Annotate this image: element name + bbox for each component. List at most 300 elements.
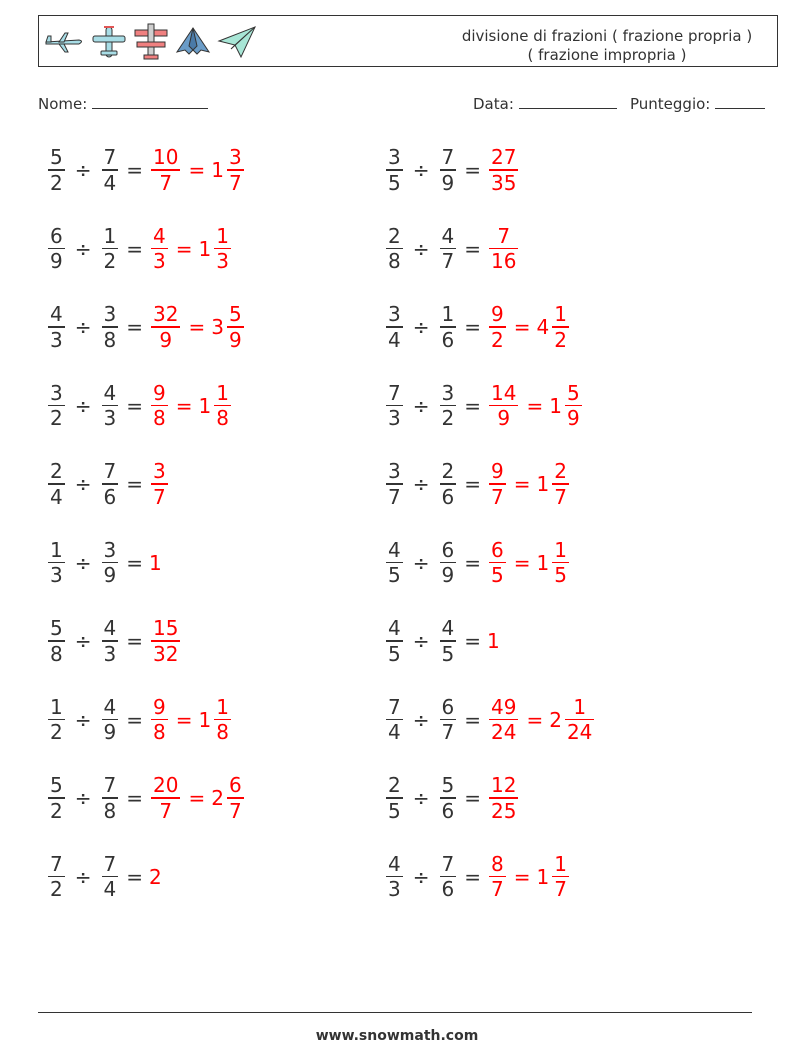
- mixed-fraction: [214, 695, 231, 745]
- answer: [149, 459, 170, 509]
- dividend-fraction-denominator: 9: [50, 249, 63, 274]
- divisor-fraction-denominator: 3: [103, 641, 117, 666]
- dividend-fraction-numerator: 7: [388, 380, 401, 405]
- divide-sign: ÷: [74, 786, 92, 810]
- divide-sign: ÷: [412, 472, 430, 496]
- problem-item: [46, 690, 233, 750]
- answer-fraction-denominator: 8: [153, 406, 166, 431]
- divisor-fraction-numerator: 4: [103, 616, 117, 641]
- mixed-fraction-numerator: 1: [554, 302, 567, 327]
- problem-item: [384, 140, 520, 200]
- divisor-fraction-denominator: 9: [103, 720, 117, 745]
- answer: [149, 381, 233, 431]
- answer-equals-sign: =: [513, 315, 531, 339]
- mixed-fraction-denominator: 5: [554, 563, 567, 588]
- divisor-fraction-numerator: 1: [103, 223, 117, 248]
- answer: [149, 865, 163, 889]
- dividend-fraction-denominator: 3: [388, 877, 401, 902]
- mixed-fraction-denominator: 2: [554, 327, 567, 352]
- problem-item: [384, 533, 571, 593]
- answer: [487, 629, 501, 653]
- answer-fraction-denominator: 9: [497, 406, 511, 431]
- dividend-fraction-denominator: 5: [388, 563, 401, 588]
- answer-fraction-numerator: 9: [491, 459, 504, 484]
- equals-sign: =: [126, 236, 143, 261]
- divisor-fraction: [102, 538, 119, 588]
- answer-fraction-numerator: 8: [491, 851, 504, 876]
- equals-sign: =: [464, 786, 481, 810]
- dividend-fraction: [48, 538, 65, 588]
- answer-fraction-denominator: 3: [153, 249, 166, 274]
- divisor-fraction-numerator: 4: [103, 380, 117, 405]
- answer-fraction-numerator: 10: [153, 145, 179, 170]
- mixed-whole: 3: [211, 315, 224, 339]
- stealth-jet-icon: [175, 26, 211, 58]
- mixed-fraction: [552, 538, 569, 588]
- divisor-fraction-denominator: 9: [103, 563, 117, 588]
- problem-item: [46, 611, 182, 671]
- divisor-fraction-denominator: 6: [441, 327, 455, 352]
- score-field: [630, 94, 765, 113]
- mixed-whole: 2: [211, 786, 224, 810]
- mixed-whole: 1: [549, 393, 562, 418]
- answer-fraction: [489, 381, 518, 431]
- dividend-fraction-denominator: 5: [388, 170, 401, 195]
- answer: [149, 773, 246, 823]
- answer-fraction-numerator: 4: [153, 223, 166, 248]
- divisor-fraction: [440, 616, 457, 666]
- mixed-fraction-denominator: 24: [566, 720, 593, 745]
- dividend-fraction-denominator: 8: [50, 641, 63, 666]
- answer-fraction-denominator: 8: [153, 720, 166, 745]
- score-line: [715, 94, 765, 109]
- problem-item: [384, 376, 584, 436]
- dividend-fraction: [386, 302, 403, 352]
- mixed-fraction-numerator: 1: [216, 223, 229, 248]
- score-label: Punteggio:: [630, 95, 711, 113]
- answer-fraction: [489, 224, 518, 274]
- answer-equals-sign: =: [188, 315, 206, 339]
- divisor-fraction-numerator: 4: [441, 616, 455, 641]
- dividend-fraction-denominator: 3: [50, 563, 63, 588]
- mixed-fraction-denominator: 7: [554, 877, 567, 902]
- date-label: Data:: [473, 95, 514, 113]
- equals-sign: =: [464, 707, 481, 732]
- equals-sign: =: [464, 158, 481, 182]
- answer: [149, 302, 246, 352]
- divide-sign: ÷: [74, 707, 92, 732]
- mixed-fraction-numerator: 1: [216, 380, 229, 405]
- name-line: [92, 94, 208, 109]
- answer-fraction: [151, 224, 168, 274]
- answer-fraction: [151, 773, 180, 823]
- divisor-fraction-numerator: 1: [441, 302, 455, 327]
- answer-fraction-denominator: 35: [491, 170, 517, 195]
- divide-sign: ÷: [74, 472, 92, 496]
- problem-item: [384, 297, 571, 357]
- dividend-fraction-denominator: 4: [50, 484, 63, 509]
- answer: [487, 224, 520, 274]
- problem-item: [46, 454, 170, 514]
- divide-sign: ÷: [74, 629, 92, 653]
- problem-item: [384, 847, 571, 907]
- equals-sign: =: [126, 315, 143, 339]
- answer-equals-sign: =: [513, 472, 531, 496]
- dividend-fraction: [48, 852, 65, 902]
- problem-item: [46, 376, 233, 436]
- dividend-fraction-denominator: 2: [50, 406, 63, 431]
- dividend-fraction-numerator: 2: [50, 459, 63, 484]
- equals-sign: =: [464, 236, 481, 261]
- problem-item: [46, 768, 246, 828]
- dividend-fraction-numerator: 3: [388, 145, 401, 170]
- divide-sign: ÷: [74, 864, 92, 889]
- dividend-fraction-numerator: 5: [50, 145, 63, 170]
- dividend-fraction: [48, 145, 65, 195]
- mixed-whole: 1: [198, 236, 212, 261]
- dividend-fraction-numerator: 1: [50, 537, 63, 562]
- name-field: [38, 94, 208, 113]
- mixed-whole: 2: [549, 707, 562, 732]
- dividend-fraction-numerator: 5: [50, 773, 63, 798]
- divisor-fraction-denominator: 6: [441, 484, 455, 509]
- equals-sign: =: [126, 472, 143, 496]
- divisor-fraction-denominator: 3: [103, 406, 117, 431]
- mixed-fraction: [214, 381, 231, 431]
- mixed-fraction-numerator: 1: [554, 851, 567, 876]
- divisor-fraction-denominator: 9: [441, 563, 455, 588]
- problem-item: [46, 219, 233, 279]
- divisor-fraction: [440, 381, 457, 431]
- dividend-fraction-denominator: 8: [388, 249, 401, 274]
- problem-item: [46, 847, 163, 907]
- divisor-fraction-denominator: 6: [441, 798, 455, 823]
- dividend-fraction-numerator: 3: [388, 302, 401, 327]
- mixed-fraction: [565, 381, 582, 431]
- answer: [487, 145, 520, 195]
- divisor-fraction: [440, 302, 457, 352]
- divisor-fraction: [440, 852, 457, 902]
- answer-fraction-numerator: 12: [491, 773, 517, 798]
- divide-sign: ÷: [74, 393, 92, 418]
- divisor-fraction: [440, 459, 457, 509]
- divisor-fraction: [440, 145, 457, 195]
- mixed-fraction: [227, 145, 244, 195]
- divide-sign: ÷: [412, 315, 430, 339]
- answer-fraction-denominator: 7: [153, 484, 166, 509]
- mixed-fraction-denominator: 8: [216, 720, 229, 745]
- dividend-fraction-numerator: 1: [50, 694, 63, 719]
- answer-fraction: [489, 852, 506, 902]
- divisor-fraction-denominator: 8: [103, 798, 117, 823]
- dividend-fraction-numerator: 4: [388, 851, 401, 876]
- mixed-whole: 1: [536, 472, 550, 496]
- divisor-fraction: [102, 381, 119, 431]
- answer-fraction-numerator: 15: [153, 616, 179, 641]
- divisor-fraction-denominator: 7: [441, 720, 455, 745]
- answer-fraction: [489, 538, 506, 588]
- divide-sign: ÷: [412, 393, 430, 418]
- equals-sign: =: [464, 472, 481, 496]
- mixed-fraction-numerator: 2: [554, 459, 567, 484]
- answer-fraction-denominator: 24: [491, 720, 517, 745]
- dividend-fraction-numerator: 4: [50, 302, 63, 327]
- answer-integer: 2: [149, 864, 162, 889]
- divisor-fraction: [102, 224, 119, 274]
- mixed-fraction: [552, 459, 569, 509]
- divisor-fraction-numerator: 7: [441, 851, 455, 876]
- dividend-fraction-denominator: 5: [388, 798, 401, 823]
- divisor-fraction-denominator: 6: [441, 877, 455, 902]
- problem-item: [46, 140, 246, 200]
- mixed-whole: 1: [536, 550, 550, 575]
- dividend-fraction: [386, 145, 403, 195]
- date-line: [519, 94, 617, 109]
- dividend-fraction-numerator: 7: [388, 694, 401, 719]
- divisor-fraction-denominator: 9: [441, 170, 455, 195]
- divisor-fraction-numerator: 7: [441, 145, 455, 170]
- dividend-fraction: [48, 459, 65, 509]
- propeller-plane-icon: [91, 24, 127, 60]
- divisor-fraction-numerator: 3: [103, 302, 117, 327]
- answer-fraction-denominator: 7: [159, 170, 173, 195]
- answer-fraction-numerator: 27: [491, 145, 517, 170]
- mixed-fraction: [214, 224, 231, 274]
- equals-sign: =: [464, 629, 481, 653]
- answer: [487, 302, 571, 352]
- dividend-fraction-denominator: 2: [50, 720, 63, 745]
- answer-fraction: [489, 773, 518, 823]
- divisor-fraction-numerator: 3: [441, 380, 455, 405]
- answer-fraction-denominator: 7: [491, 484, 504, 509]
- mixed-fraction-denominator: 8: [216, 406, 229, 431]
- answer-fraction: [151, 302, 180, 352]
- answer-equals-sign: =: [513, 550, 531, 575]
- divisor-fraction-denominator: 4: [103, 170, 117, 195]
- answer-equals-sign: =: [188, 786, 206, 810]
- answer-equals-sign: =: [526, 707, 544, 732]
- answer-fraction-denominator: 7: [159, 798, 173, 823]
- equals-sign: =: [126, 629, 143, 653]
- answer-equals-sign: =: [526, 393, 544, 418]
- divide-sign: ÷: [74, 550, 92, 575]
- divide-sign: ÷: [74, 158, 92, 182]
- answer: [149, 145, 246, 195]
- dividend-fraction-numerator: 3: [50, 380, 63, 405]
- mixed-fraction-denominator: 7: [554, 484, 567, 509]
- answer: [487, 538, 571, 588]
- divide-sign: ÷: [412, 158, 430, 182]
- biplane-icon: [133, 22, 169, 62]
- answer-fraction: [489, 145, 518, 195]
- dividend-fraction: [48, 302, 65, 352]
- answer-integer: 1: [149, 550, 162, 575]
- dividend-fraction: [386, 695, 403, 745]
- dividend-fraction-denominator: 4: [388, 720, 401, 745]
- divisor-fraction-numerator: 2: [441, 459, 455, 484]
- dividend-fraction: [386, 616, 403, 666]
- divisor-fraction: [102, 773, 119, 823]
- mixed-fraction: [565, 695, 594, 745]
- dividend-fraction-denominator: 2: [50, 170, 63, 195]
- footer-website: www.snowmath.com: [315, 1028, 479, 1044]
- divisor-fraction-denominator: 7: [441, 249, 455, 274]
- header-box: [38, 15, 778, 67]
- equals-sign: =: [126, 864, 143, 889]
- dividend-fraction-numerator: 4: [388, 537, 401, 562]
- answer-equals-sign: =: [513, 864, 531, 889]
- dividend-fraction-denominator: 3: [388, 406, 401, 431]
- mixed-fraction-denominator: 9: [566, 406, 580, 431]
- equals-sign: =: [464, 550, 481, 575]
- problem-item: [384, 219, 520, 279]
- dividend-fraction: [48, 224, 65, 274]
- answer-fraction: [489, 459, 506, 509]
- divisor-fraction-numerator: 3: [103, 537, 117, 562]
- answer-fraction-denominator: 7: [491, 877, 504, 902]
- divisor-fraction: [440, 538, 457, 588]
- mixed-whole: 1: [536, 864, 550, 889]
- answer-fraction-numerator: 49: [491, 694, 517, 719]
- equals-sign: =: [464, 393, 481, 418]
- divisor-fraction-numerator: 6: [441, 537, 455, 562]
- divisor-fraction-numerator: 6: [441, 694, 455, 719]
- problem-item: [46, 297, 246, 357]
- name-label: Nome:: [38, 95, 88, 113]
- mixed-fraction-numerator: 1: [216, 694, 229, 719]
- divisor-fraction-denominator: 6: [103, 484, 117, 509]
- mixed-fraction-numerator: 3: [228, 145, 242, 170]
- answer-fraction-denominator: 25: [491, 798, 517, 823]
- divisor-fraction: [102, 616, 119, 666]
- divisor-fraction: [102, 302, 119, 352]
- answer-equals-sign: =: [175, 393, 193, 418]
- equals-sign: =: [126, 707, 143, 732]
- dividend-fraction: [386, 538, 403, 588]
- answer-fraction: [151, 695, 168, 745]
- equals-sign: =: [126, 786, 143, 810]
- divisor-fraction-denominator: 2: [103, 249, 117, 274]
- dividend-fraction: [48, 773, 65, 823]
- equals-sign: =: [464, 315, 481, 339]
- answer-fraction: [151, 459, 168, 509]
- answer: [149, 224, 233, 274]
- answer: [149, 551, 163, 575]
- divisor-fraction-numerator: 7: [103, 145, 117, 170]
- answer-equals-sign: =: [188, 158, 206, 182]
- dividend-fraction-numerator: 4: [388, 616, 401, 641]
- divisor-fraction-numerator: 4: [103, 694, 117, 719]
- equals-sign: =: [464, 864, 481, 889]
- dividend-fraction: [386, 381, 403, 431]
- answer: [487, 381, 584, 431]
- paper-plane-icon: [217, 25, 257, 59]
- dividend-fraction-numerator: 3: [388, 459, 401, 484]
- problem-item: [384, 768, 520, 828]
- dividend-fraction: [386, 852, 403, 902]
- answer-fraction-numerator: 20: [153, 773, 179, 798]
- airplane-icon: [43, 27, 85, 57]
- problem-item: [384, 690, 596, 750]
- dividend-fraction: [386, 459, 403, 509]
- mixed-fraction-denominator: 7: [228, 170, 242, 195]
- mixed-fraction: [227, 773, 244, 823]
- mixed-fraction-numerator: 5: [228, 302, 242, 327]
- divisor-fraction: [102, 695, 119, 745]
- problem-item: [46, 533, 163, 593]
- divisor-fraction: [440, 695, 457, 745]
- dividend-fraction: [48, 616, 65, 666]
- dividend-fraction-denominator: 5: [388, 641, 401, 666]
- equals-sign: =: [126, 393, 143, 418]
- divide-sign: ÷: [412, 629, 430, 653]
- divisor-fraction: [440, 224, 457, 274]
- answer-fraction-numerator: 14: [491, 380, 517, 405]
- divisor-fraction-denominator: 2: [441, 406, 455, 431]
- equals-sign: =: [126, 550, 143, 575]
- dividend-fraction-numerator: 2: [388, 223, 401, 248]
- mixed-fraction-denominator: 3: [216, 249, 229, 274]
- mixed-fraction-denominator: 7: [228, 798, 242, 823]
- divisor-fraction-denominator: 5: [441, 641, 455, 666]
- equals-sign: =: [126, 158, 143, 182]
- dividend-fraction-denominator: 7: [388, 484, 401, 509]
- answer-fraction-numerator: 6: [491, 537, 504, 562]
- answer-fraction-numerator: 7: [497, 223, 511, 248]
- answer: [487, 852, 571, 902]
- answer-fraction: [151, 616, 180, 666]
- answer-fraction-numerator: 9: [153, 694, 166, 719]
- dividend-fraction-denominator: 3: [50, 327, 63, 352]
- divisor-fraction-denominator: 8: [103, 327, 117, 352]
- answer-fraction: [151, 145, 180, 195]
- dividend-fraction-denominator: 2: [50, 798, 63, 823]
- divisor-fraction-numerator: 7: [103, 773, 117, 798]
- dividend-fraction-numerator: 5: [50, 616, 63, 641]
- mixed-whole: 1: [198, 707, 212, 732]
- mixed-fraction-numerator: 6: [228, 773, 242, 798]
- dividend-fraction-denominator: 4: [388, 327, 401, 352]
- divisor-fraction-numerator: 5: [441, 773, 455, 798]
- answer: [149, 616, 182, 666]
- mixed-fraction-numerator: 5: [566, 380, 580, 405]
- divisor-fraction-numerator: 4: [441, 223, 455, 248]
- dividend-fraction: [48, 381, 65, 431]
- answer-fraction-denominator: 16: [491, 249, 517, 274]
- answer-fraction: [489, 695, 518, 745]
- divide-sign: ÷: [412, 707, 430, 732]
- answer-equals-sign: =: [175, 236, 193, 261]
- answer-fraction-numerator: 9: [153, 380, 166, 405]
- answer-fraction: [151, 381, 168, 431]
- answer: [487, 459, 571, 509]
- mixed-fraction-denominator: 9: [228, 327, 242, 352]
- answer-integer: 1: [487, 629, 500, 653]
- dividend-fraction: [48, 695, 65, 745]
- dividend-fraction-numerator: 6: [50, 223, 63, 248]
- dividend-fraction-denominator: 2: [50, 877, 63, 902]
- answer-fraction-numerator: 3: [153, 459, 166, 484]
- page-title: divisione di frazioni ( frazione propria ) ( frazione impropria ): [461, 27, 753, 64]
- answer: [149, 695, 233, 745]
- mixed-fraction: [552, 302, 569, 352]
- dividend-fraction-numerator: 2: [388, 773, 401, 798]
- divisor-fraction-numerator: 7: [103, 851, 117, 876]
- mixed-fraction-numerator: 1: [554, 537, 567, 562]
- problem-item: [384, 611, 501, 671]
- divisor-fraction: [102, 145, 119, 195]
- problem-item: [384, 454, 571, 514]
